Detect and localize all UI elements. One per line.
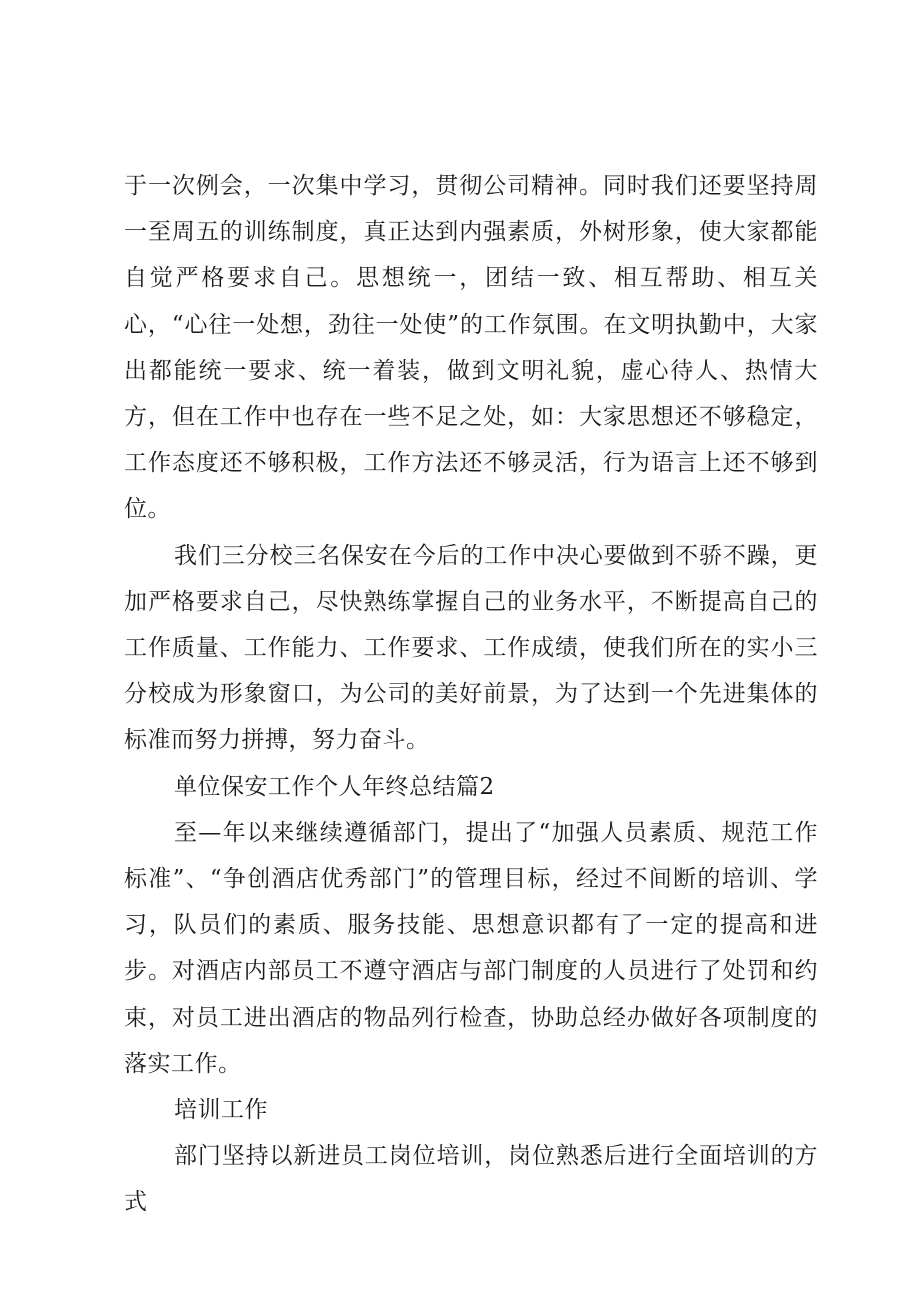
paragraph-training: 部门坚持以新进员工岗位培训，岗位熟悉后进行全面培训的方式 bbox=[124, 1143, 818, 1216]
paragraph-summary: 至—年以来继续遵循部门，提出了“加强人员素质、规范工作标准”、“争创酒店优秀部门”的管理目标，经过不间断的培训、学习，队员们的素质、服务技能、思想意识都有了一定的提高和进步。对酒店内部员工不遵守酒店与部门制度的人员进行了处罚和约束，对员工进出酒店的物品列行检查，协助总经办做好各项制度的落实工作。 bbox=[124, 819, 818, 1077]
document-body bbox=[124, 163, 818, 1226]
paragraph-resolution: 我们三分校三名保安在今后的工作中决心要做到不骄不躁，更加严格要求自己，尽快熟练掌握自己的业务水平，不断提高自己的工作质量、工作能力、工作要求、工作成绩，使我们所在的实小三分校成为形象窗口，为公司的美好前景，为了达到一个先进集体的标准而努力拼搏，努力奋斗。 bbox=[124, 542, 818, 754]
subsection-heading: 培训工作 bbox=[174, 1097, 268, 1124]
paragraph-continued: 于一次例会，一次集中学习，贯彻公司精神。同时我们还要坚持周一至周五的训练制度，真正达到内强素质，外树形象，使大家都能自觉严格要求自己。思想统一，团结一致、相互帮助、相互关心，“心往一处想，劲往一处使”的工作氛围。在文明执勤中，大家出都能统一要求、统一着装，做到文明礼貌，虚心待人、热情大方，但在工作中也存在一些不足之处，如：大家思想还不够稳定，工作态度还不够积极，工作方法还不够灵活，行为语言上还不够到位。 bbox=[124, 173, 818, 523]
section-heading: 单位保安工作个人年终总结篇2 bbox=[174, 773, 495, 800]
